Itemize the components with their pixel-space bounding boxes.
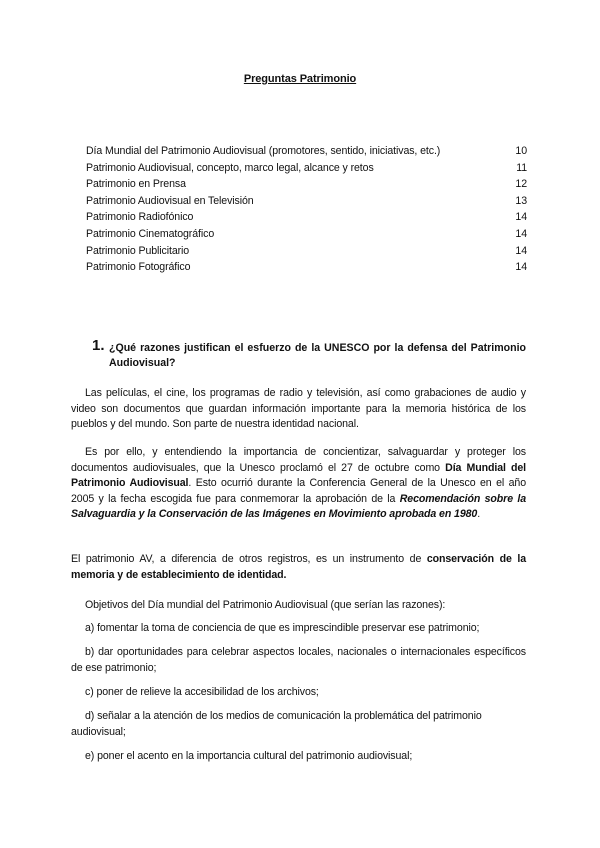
paragraph-text: El patrimonio AV, a diferencia de otros registros, es un instrumento de [71,553,427,565]
toc-label: Patrimonio Audiovisual, concepto, marco legal, alcance y retos [86,161,374,174]
paragraph-1 [71,386,526,433]
list-item-text: b) dar oportunidades para celebrar aspectos locales, nacionales o internacionales específicos de ese patrimonio; [71,646,526,674]
list-item-text: d) señalar a la atención de los medios de comunicación la problemática del patrimonio audiovisual; [71,710,482,738]
question-text: ¿Qué razones justifican el esfuerzo de la UNESCO por la defensa del Patrimonio Audiovisual? [109,342,526,369]
toc-label: Patrimonio Audiovisual en Televisión [86,194,254,207]
toc-label: Patrimonio Radiofónico [86,211,194,224]
toc-page: 14 [515,244,527,257]
question-heading [92,337,526,371]
toc-page: 11 [516,161,527,174]
toc-label: Día Mundial del Patrimonio Audiovisual (promotores, sentido, iniciativas, etc.) [86,145,441,157]
table-of-contents [86,143,527,276]
list-item [71,685,526,701]
paragraph-2 [71,445,526,523]
list-item-text: c) poner de relieve la accesibilidad de los archivos; [85,686,319,698]
paragraph-4 [71,598,526,614]
toc-row [86,160,527,177]
toc-page: 14 [515,261,527,274]
recommendation-title: Recomendación sobre la Salvaguardia y la Conservación de las Imágenes en Movimiento aprobada en 1980 [71,492,526,520]
toc-page: 14 [515,227,527,240]
toc-row [86,193,527,210]
toc-page: 10 [515,145,527,157]
toc-page: 12 [515,178,527,191]
paragraph-text: Es por ello, y entendiendo la importancia de concientizar, salvaguardar y proteger los documentos audiovisuales, que la Unesco proclamó el 27 de octubre como [71,446,526,474]
paragraph-text: . [477,508,481,520]
bold-term: conservación de la memoria y de establecimiento de identidad. [71,553,526,581]
toc-page: 13 [515,194,527,207]
list-item-text: a) fomentar la toma de conciencia de que es imprescindible preservar ese patrimonio; [85,622,480,634]
toc-label: Patrimonio Cinematográfico [86,227,215,240]
paragraph-text: Objetivos del Día mundial del Patrimonio Audiovisual (que serían las razones): [85,599,446,611]
paragraph-text: Las películas, el cine, los programas de radio y televisión, así como grabaciones de audio y video son documentos que guardan información importante para la memoria histórica de los pueblos y del mundo. Son parte de nuestra identidad nacional. [71,387,526,430]
list-item [71,621,526,637]
list-item [71,749,526,765]
toc-row [86,143,527,160]
toc-row [86,226,527,243]
toc-row [86,176,527,193]
toc-row [86,209,527,226]
list-item [71,645,526,676]
toc-page: 14 [515,211,527,224]
toc-label: Patrimonio Publicitario [86,244,190,257]
toc-label: Patrimonio en Prensa [86,178,186,191]
toc-row [86,243,527,260]
paragraph-3 [71,552,526,583]
paragraph-text: . Esto ocurrió durante la Conferencia General de la Unesco en el año 2005 y la fecha escogida fue para conmemorar la aprobación de la [71,477,527,505]
list-item [71,709,526,740]
document-title: Preguntas Patrimonio [243,73,357,85]
question-number: 1. [92,337,105,354]
bold-term: Día Mundial del Patrimonio Audiovisual [71,461,526,489]
toc-row [86,259,527,276]
list-item-text: e) poner el acento en la importancia cultural del patrimonio audiovisual; [85,750,413,762]
toc-label: Patrimonio Fotográfico [86,261,191,274]
